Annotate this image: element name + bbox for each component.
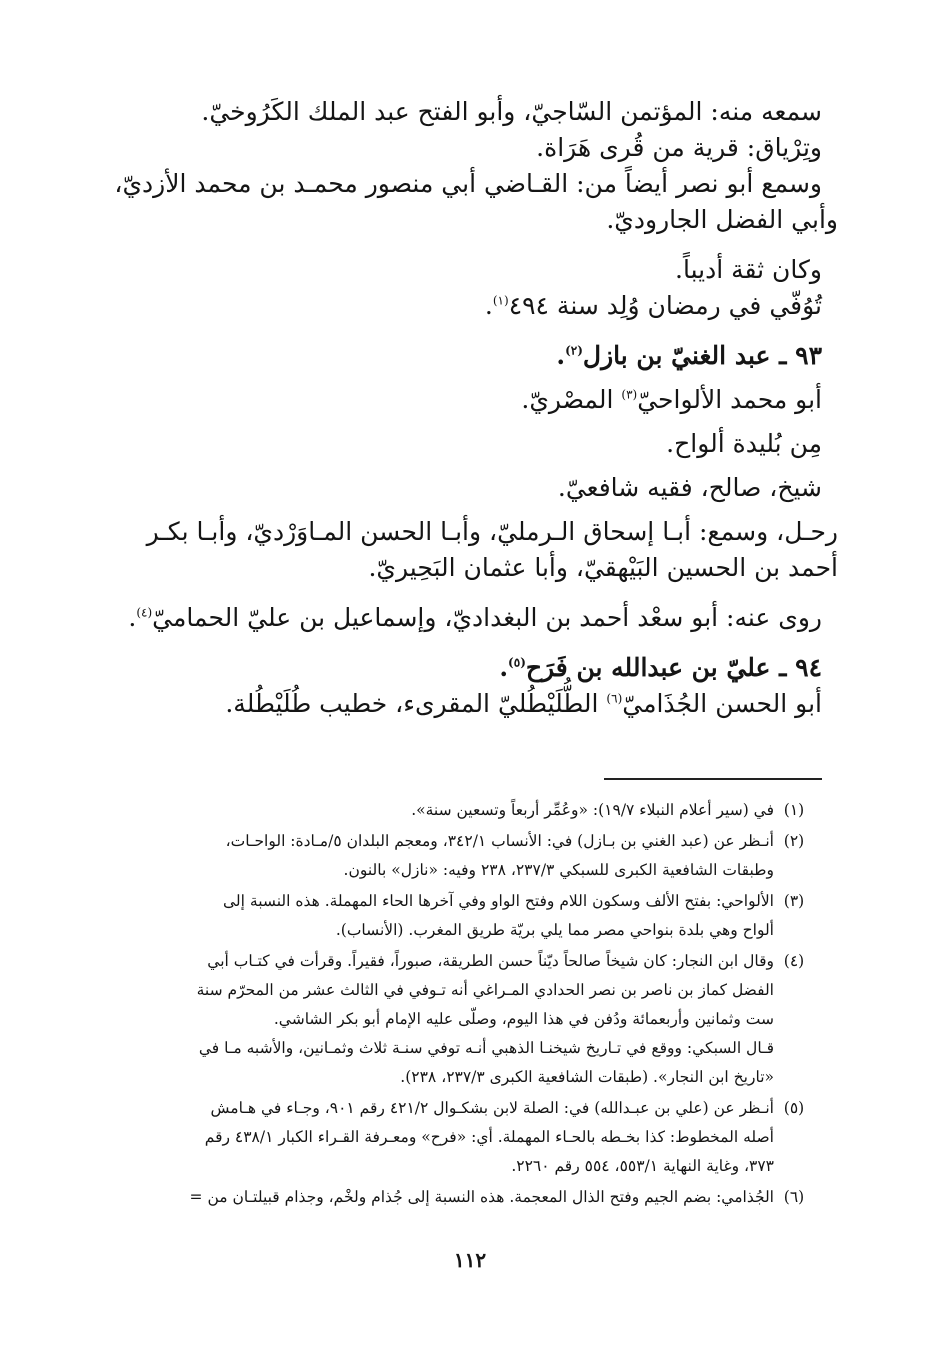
footnote	[124, 827, 814, 885]
text-line	[116, 252, 822, 288]
text-line	[116, 382, 822, 418]
footnote-number: (٥)	[783, 1099, 805, 1117]
heading-text: ٩٣ ـ عبد الغنيّ بن بازل	[582, 341, 822, 370]
footnote-line: أنـظر عن (عبد الغني بن بـازل) في: الأنساب ٣٤٢/١، ومعجم البلدان ٥/مـادة: الواحـات،	[225, 832, 774, 850]
footnote-line: وقال ابن النجار: كان شيخاً صالحاً ديّناً حسن الطريقة، صبوراً، فقيراً. وقرأت في كتـاب أبي	[207, 952, 774, 970]
text-line	[116, 550, 838, 586]
line-text: تُوُفّي في رمضان وُلِد سنة ٤٩٤	[508, 291, 822, 320]
footnote	[124, 947, 814, 1092]
footnote-line: الفضل كماز بن ناصر بن نصر الحدادي المـراغي أنه تـوفي في الثالث عشر من المحرّم سنة	[196, 981, 774, 999]
line-text: الطُّلَيْطُليّ المقرىء، خطيب طُلَيْطُلة.	[225, 689, 607, 718]
line-text: وسمع أبو نصر أيضاً من: القـاضي أبي منصور محمـد بن محمد الأزديّ،	[114, 169, 822, 198]
line-text: روى عنه: أبو سعْد أحمد بن البغداديّ، وإسماعيل بن عليّ الحماميّ	[152, 603, 822, 632]
page-number: ١١٢	[453, 1248, 487, 1272]
text-line	[116, 288, 822, 324]
footnote-line: أنـظر عن (علي بن عبـدالله) في: الصلة لابن بشكـوال ٤٢١/٢ رقم ٩٠١، وجـاء في هـامش	[210, 1099, 774, 1117]
footnote-number: (١)	[783, 801, 805, 819]
entry-heading-94	[116, 650, 822, 686]
footnote	[124, 1183, 814, 1212]
footnote	[124, 1094, 814, 1181]
text-line	[116, 514, 838, 550]
line-text: وكان ثقة أديباً.	[675, 255, 822, 284]
text-line	[116, 426, 822, 462]
footnote-body	[124, 796, 774, 825]
line-text: أحمد بن الحسين البَيْهقيّ، وأبا عثمان البَحِيريّ.	[368, 553, 838, 582]
text-line	[116, 686, 822, 722]
footnote-ref[interactable]: (٢)	[565, 343, 583, 358]
text-line	[116, 166, 822, 202]
line-text: شيخ، صالح، فقيه شافعيّ.	[557, 473, 822, 502]
footnotes	[124, 796, 814, 1214]
footnote-line: أصله المخطوط: كذا بخـطه بالحـاء المهملة. أي: «فرح» ومعـرفة القـراء الكبار ٤٣٨/١ رقم	[204, 1128, 774, 1146]
footnote-body	[124, 947, 774, 1092]
text-line	[116, 202, 838, 238]
line-text: .	[128, 603, 137, 632]
footnote-ref[interactable]: (١)	[492, 293, 509, 308]
line-text: رحـل، وسمع: أبـا إسحاق الـرمليّ، وأبـا الحسن المـاوَرْديّ، وأبـا بكـر	[146, 517, 838, 546]
footnote-body	[124, 887, 774, 945]
footnote-divider	[604, 778, 822, 780]
line-text: مِن بُليدة ألواح.	[666, 429, 822, 458]
heading-text: .	[556, 341, 566, 370]
footnote-body	[124, 1094, 774, 1181]
footnote-number: (٣)	[783, 892, 805, 910]
footnote-body	[124, 1183, 774, 1212]
text-line	[116, 94, 822, 130]
footnote-number: (٢)	[783, 832, 805, 850]
footnote-line: الجُذامي: بضم الجيم وفتح الذال المعجمة. هذه النسبة إلى جُذام ولخْم، وجذام قبيلتـان من =	[189, 1188, 774, 1206]
footnote-line: ٣٧٣، وغاية النهاية ٥٥٣/١، ٥٥٤ رقم ٢٢٦٠.	[511, 1157, 774, 1175]
heading-text: ٩٤ ـ عليّ بن عبدالله بن فَرَح	[525, 653, 822, 682]
line-text: المصْريّ.	[521, 385, 622, 414]
heading-text: .	[499, 653, 509, 682]
footnote-number: (٤)	[783, 952, 805, 970]
line-text: أبو محمد الألواحيّ	[637, 385, 822, 414]
line-text: وتِرْياق: قرية من قُرى هَرَاة.	[536, 133, 822, 162]
main-text	[114, 94, 838, 722]
footnote-line: ست وثمانين وأربعمائة ودُفن في هذا اليوم، وصلّى عليه الإمام أبو بكر الشاشي.	[273, 1010, 774, 1028]
footnote-body	[124, 827, 774, 885]
line-text: أبو الحسن الجُذَاميّ	[622, 689, 822, 718]
footnote-line: «تاريخ ابن النجار». (طبقات الشافعية الكبرى ٢٣٧/٣، ٢٣٨).	[400, 1068, 774, 1086]
entry-heading-93	[116, 338, 822, 374]
footnote-ref[interactable]: (٦)	[606, 691, 623, 706]
footnote-line: قـال السبكي: ووقع في تـاريخ شيخنـا الذهبي أنـه توفي سنـة ثلاث وثمـانين، والأشبه مـا في	[198, 1039, 774, 1057]
footnote-ref[interactable]: (٤)	[136, 605, 153, 620]
footnote-number: (٦)	[783, 1188, 805, 1206]
footnote-line: ألواح وهي بلدة بنواحي مصر مما يلي بريّة طريق المغرب. (الأنساب).	[335, 921, 774, 939]
footnote-line: وطبقات الشافعية الكبرى للسبكي ٢٣٧/٣، ٢٣٨ وفيه: «نازل» بالنون.	[343, 861, 774, 879]
text-line	[116, 600, 822, 636]
text-line	[116, 470, 822, 506]
footnote	[124, 796, 814, 825]
footnote-line: في (سير أعلام النبلاء ١٩/٧): «وعُمِّر أربعاً وتسعين سنة».	[411, 801, 774, 819]
footnote-ref[interactable]: (٣)	[621, 387, 638, 402]
line-text: سمعه منه: المؤتمن السّاجيّ، وأبو الفتح عبد الملك الكَرُوخيّ.	[201, 97, 822, 126]
line-text: .	[484, 291, 493, 320]
text-line	[116, 130, 822, 166]
line-text: وأبي الفضل الجاروديّ.	[606, 205, 838, 234]
footnote-line: الألواحي: بفتح الألف وسكون اللام وفتح الواو وفي آخرها الحاء المهملة. هذه النسبة إلى	[223, 892, 774, 910]
footnote	[124, 887, 814, 945]
footnote-ref[interactable]: (٥)	[508, 655, 526, 670]
